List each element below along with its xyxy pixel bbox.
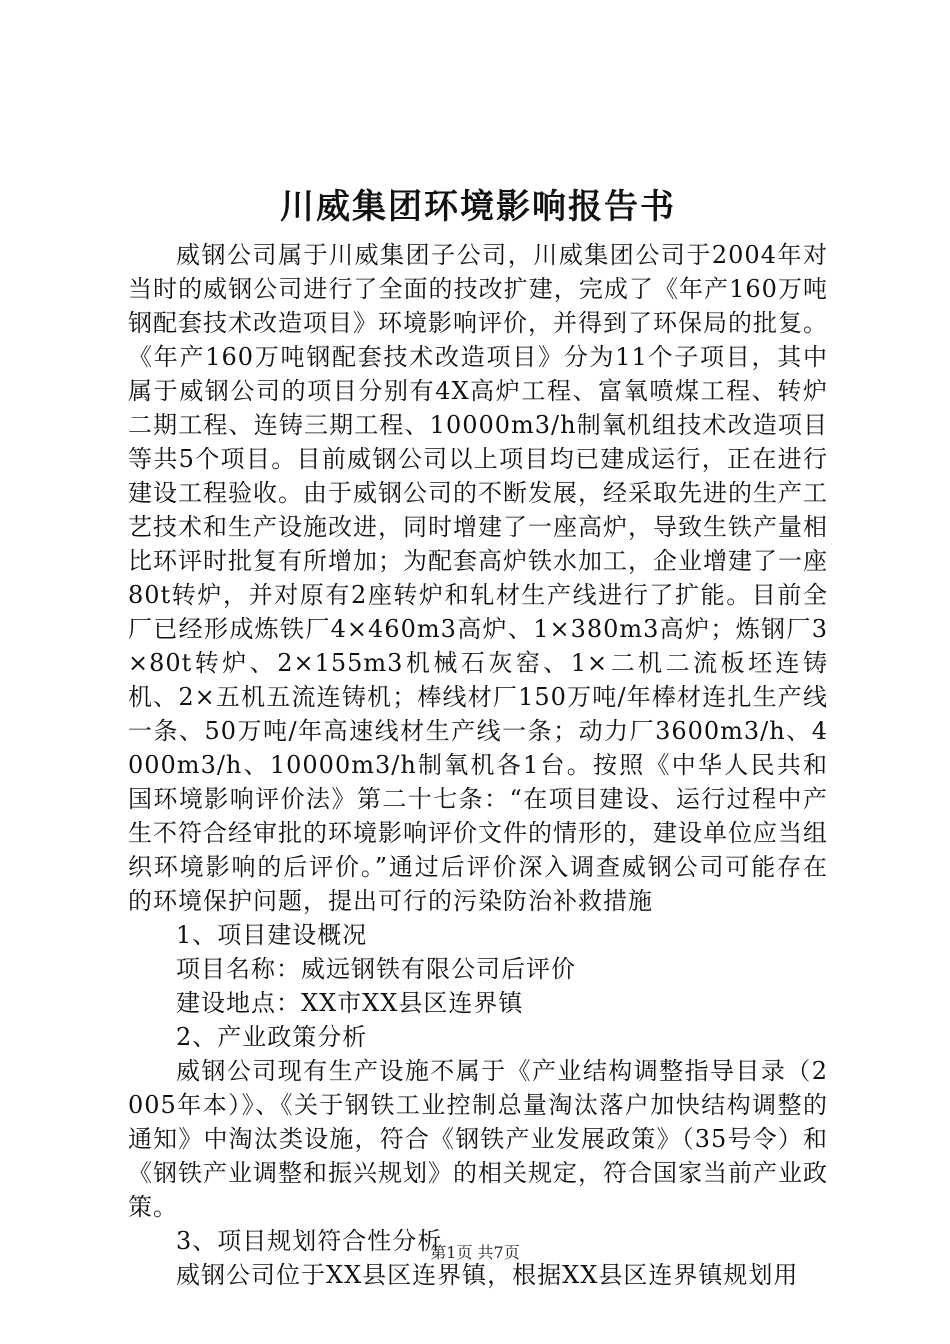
section-3-heading: 3、项目规划符合性分析 [176,1227,443,1255]
document-title: 川威集团环境影响报告书 [280,187,676,227]
project-name-line: 项目名称：威远钢铁有限公司后评价 [176,955,576,983]
document-page [128,180,828,1292]
policy-paragraph: 威钢公司现有生产设施不属于《产业结构调整指导目录（2005年本）》、《关于钢铁工业控制总量淘汰落户加快结构调整的通知》中淘汰类设施，符合《钢铁产业发展政策》（35号令）和《钢铁产业调整和振兴规划》的相关规定，符合国家当前产业政策。 [128,1057,828,1221]
planning-paragraph: 威钢公司位于XX县区连界镇，根据XX县区连界镇规划用 [176,1261,799,1289]
section-1-heading: 1、项目建设概况 [176,921,368,949]
project-location-line: 建设地点：XX市XX县区连界镇 [176,989,524,1017]
intro-paragraph: 威钢公司属于川威集团子公司，川威集团公司于2004年对当时的威钢公司进行了全面的技改扩建，完成了《年产160万吨钢配套技术改造项目》环境影响评价，并得到了环保局的批复。《年产160万吨钢配套技术改造项目》分为11个子项目，其中属于威钢公司的项目分别有4X高炉工程、富氧喷煤工程、转炉二期工程、连铸三期工程、10000m3/h制氧机组技术改造项目等共5个项目。目前威钢公司以上项目均已建成运行，正在进行建设工程验收。由于威钢公司的不断发展，经采取先进的生产工艺技术和生产设施改进，同时增建了一座高炉，导致生铁产量相比环评时批复有所增加；为配套高炉铁水加工，企业增建了一座80t转炉，并对原有2座转炉和轧材生产线进行了扩能。目前全厂已经形成炼铁厂4×460m3高炉、1×380m3高炉；炼钢厂3×80t转炉、2×155m3机械石灰窑、1×二机二流板坯连铸机、2×五机五流连铸机；棒线材厂150万吨/年棒材连扎生产线一条、50万吨/年高速线材生产线一条；动力厂3600m3/h、4000m3/h、10000m3/h制氧机各1台。按照《中华人民共和国环境影响评价法》第二十七条：“在项目建设、运行过程中产生不符合经审批的环境影响评价文件的情形的，建设单位应当组织环境影响的后评价。”通过后评价深入调查威钢公司可能存在的环境保护问题，提出可行的污染防治补救措施 [128,241,828,915]
section-2-heading: 2、产业政策分析 [176,1023,368,1051]
page-footer: 第1页 共7页 [430,1243,520,1262]
